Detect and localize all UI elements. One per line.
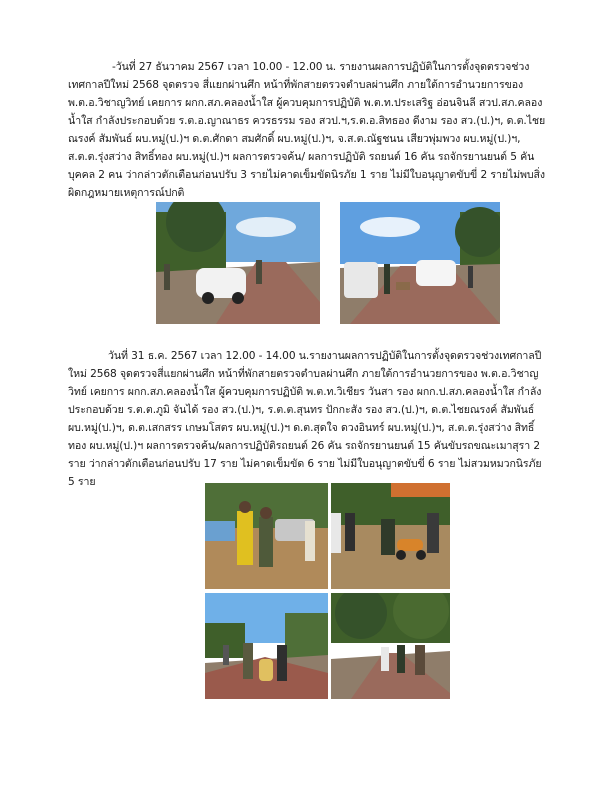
- checkpoint-photo-2: [340, 202, 500, 324]
- checkpoint-photo-1: [156, 202, 320, 324]
- checkpoint-photo-3: [205, 483, 328, 589]
- checkpoint-photo-5: [205, 593, 328, 699]
- report-paragraph-2: วันที่ 31 ธ.ค. 2567 เวลา 12.00 - 14.00 น.รายงานผลการปฏิบัติในการตั้งจุดตรวจช่วงเทศกาลปีใหม่ 2568 จุดตรวจสี่แยกผ่านศึก หน้าที่พักสายตรวจตำบลผ่านศึก ภายใต้การอำนวยการของ พ.ต.อ.วิชาญวิทย์ เคยการ ผกก.สภ.คลองน้ำใส ผู้ควบคุมการปฏิบัติ พ.ต.ท.วิเชียร วันสา รอง ผกก.ป.สภ.คลองน้ำใส กำลังประกอบด้วย ร.ต.ต.ภูมิ จันได้ รอง สว.(ป.)ฯ, ร.ต.ต.สุนทร ปักกะสัง รอง สว.(ป.)ฯ, ด.ต.ไชยณรงค์ สัมพันธ์ ผบ.หมู่(ป.)ฯ, ด.ต.เสกสรร เกษมโสตร ผบ.หมู่(ป.)ฯ ด.ต.สุดใจ ดวงอินทร์ ผบ.หมู่(ป.)ฯ, ส.ต.ต.รุ่งสว่าง สิทธิ์ทอง ผบ.หมู่(ป.)ฯ ผลการตรวจค้น/ผลการปฏิบัติรถยนต์ 26 คัน รถจักรยานยนต์ 15 คันขับรถขณะเมาสุรา 2 ราย ว่ากล่าวตักเตือนก่อนปรับ 17 ราย ไม่คาดเข็มขัด 6 ราย ไม่มีใบอนุญาตขับขี่ 6 ราย ไม่สวมหมวกนิรภัย 5 ราย: [68, 350, 542, 488]
- report-paragraph-1: -วันที่ 27 ธันวาคม 2567 เวลา 10.00 - 12.00 น. รายงานผลการปฏิบัติในการตั้งจุดตรวจช่วงเทศกาลปีใหม่ 2568 จุดตรวจ สี่แยกผ่านศึก หน้าที่พักสายตรวจตำบลผ่านศึก ภายใต้การอำนวยการของ พ.ต.อ.วิชาญวิทย์ เคยการ ผกก.สภ.คลองน้ำใส ผู้ควบคุมการปฏิบัติ พ.ต.ท.ประเสริฐ อ่อนจินลี สวป.สภ.คลองน้ำใส กำลังประกอบด้วย ร.ต.อ.ญาณาธร ควรธรรม รอง สวป.ฯ,ร.ต.อ.สิทธอง ดีงาม รอง สว.(ป.)ฯ, ด.ต.ไชยณรงค์ สัมพันธ์ ผบ.หมู่(ป.)ฯ ด.ต.ศักดา สมศักดิ์ ผบ.หมู่(ป.)ฯ, จ.ส.ต.ณัฐชนน เสียวพุ่มพวง ผบ.หมู่(ป.)ฯ, ส.ต.ต.รุ่งสว่าง สิทธิ์ทอง ผบ.หมู่(ป.)ฯ ผลการตรวจค้น/ ผลการปฏิบัติ รถยนต์ 16 คัน รถจักรยานยนต์ 5 คัน บุคคล 2 คน ว่ากล่าวตักเตือนก่อนปรับ 3 รายไม่คาดเข็มขัดนิรภัย 1 ราย ไม่มีใบอนุญาตขับขี่ 2 รายไม่พบสิ่งผิดกฎหมายเหตุการณ์ปกติ: [68, 61, 546, 199]
- checkpoint-photo-6: [331, 593, 450, 699]
- checkpoint-photo-4: [331, 483, 450, 589]
